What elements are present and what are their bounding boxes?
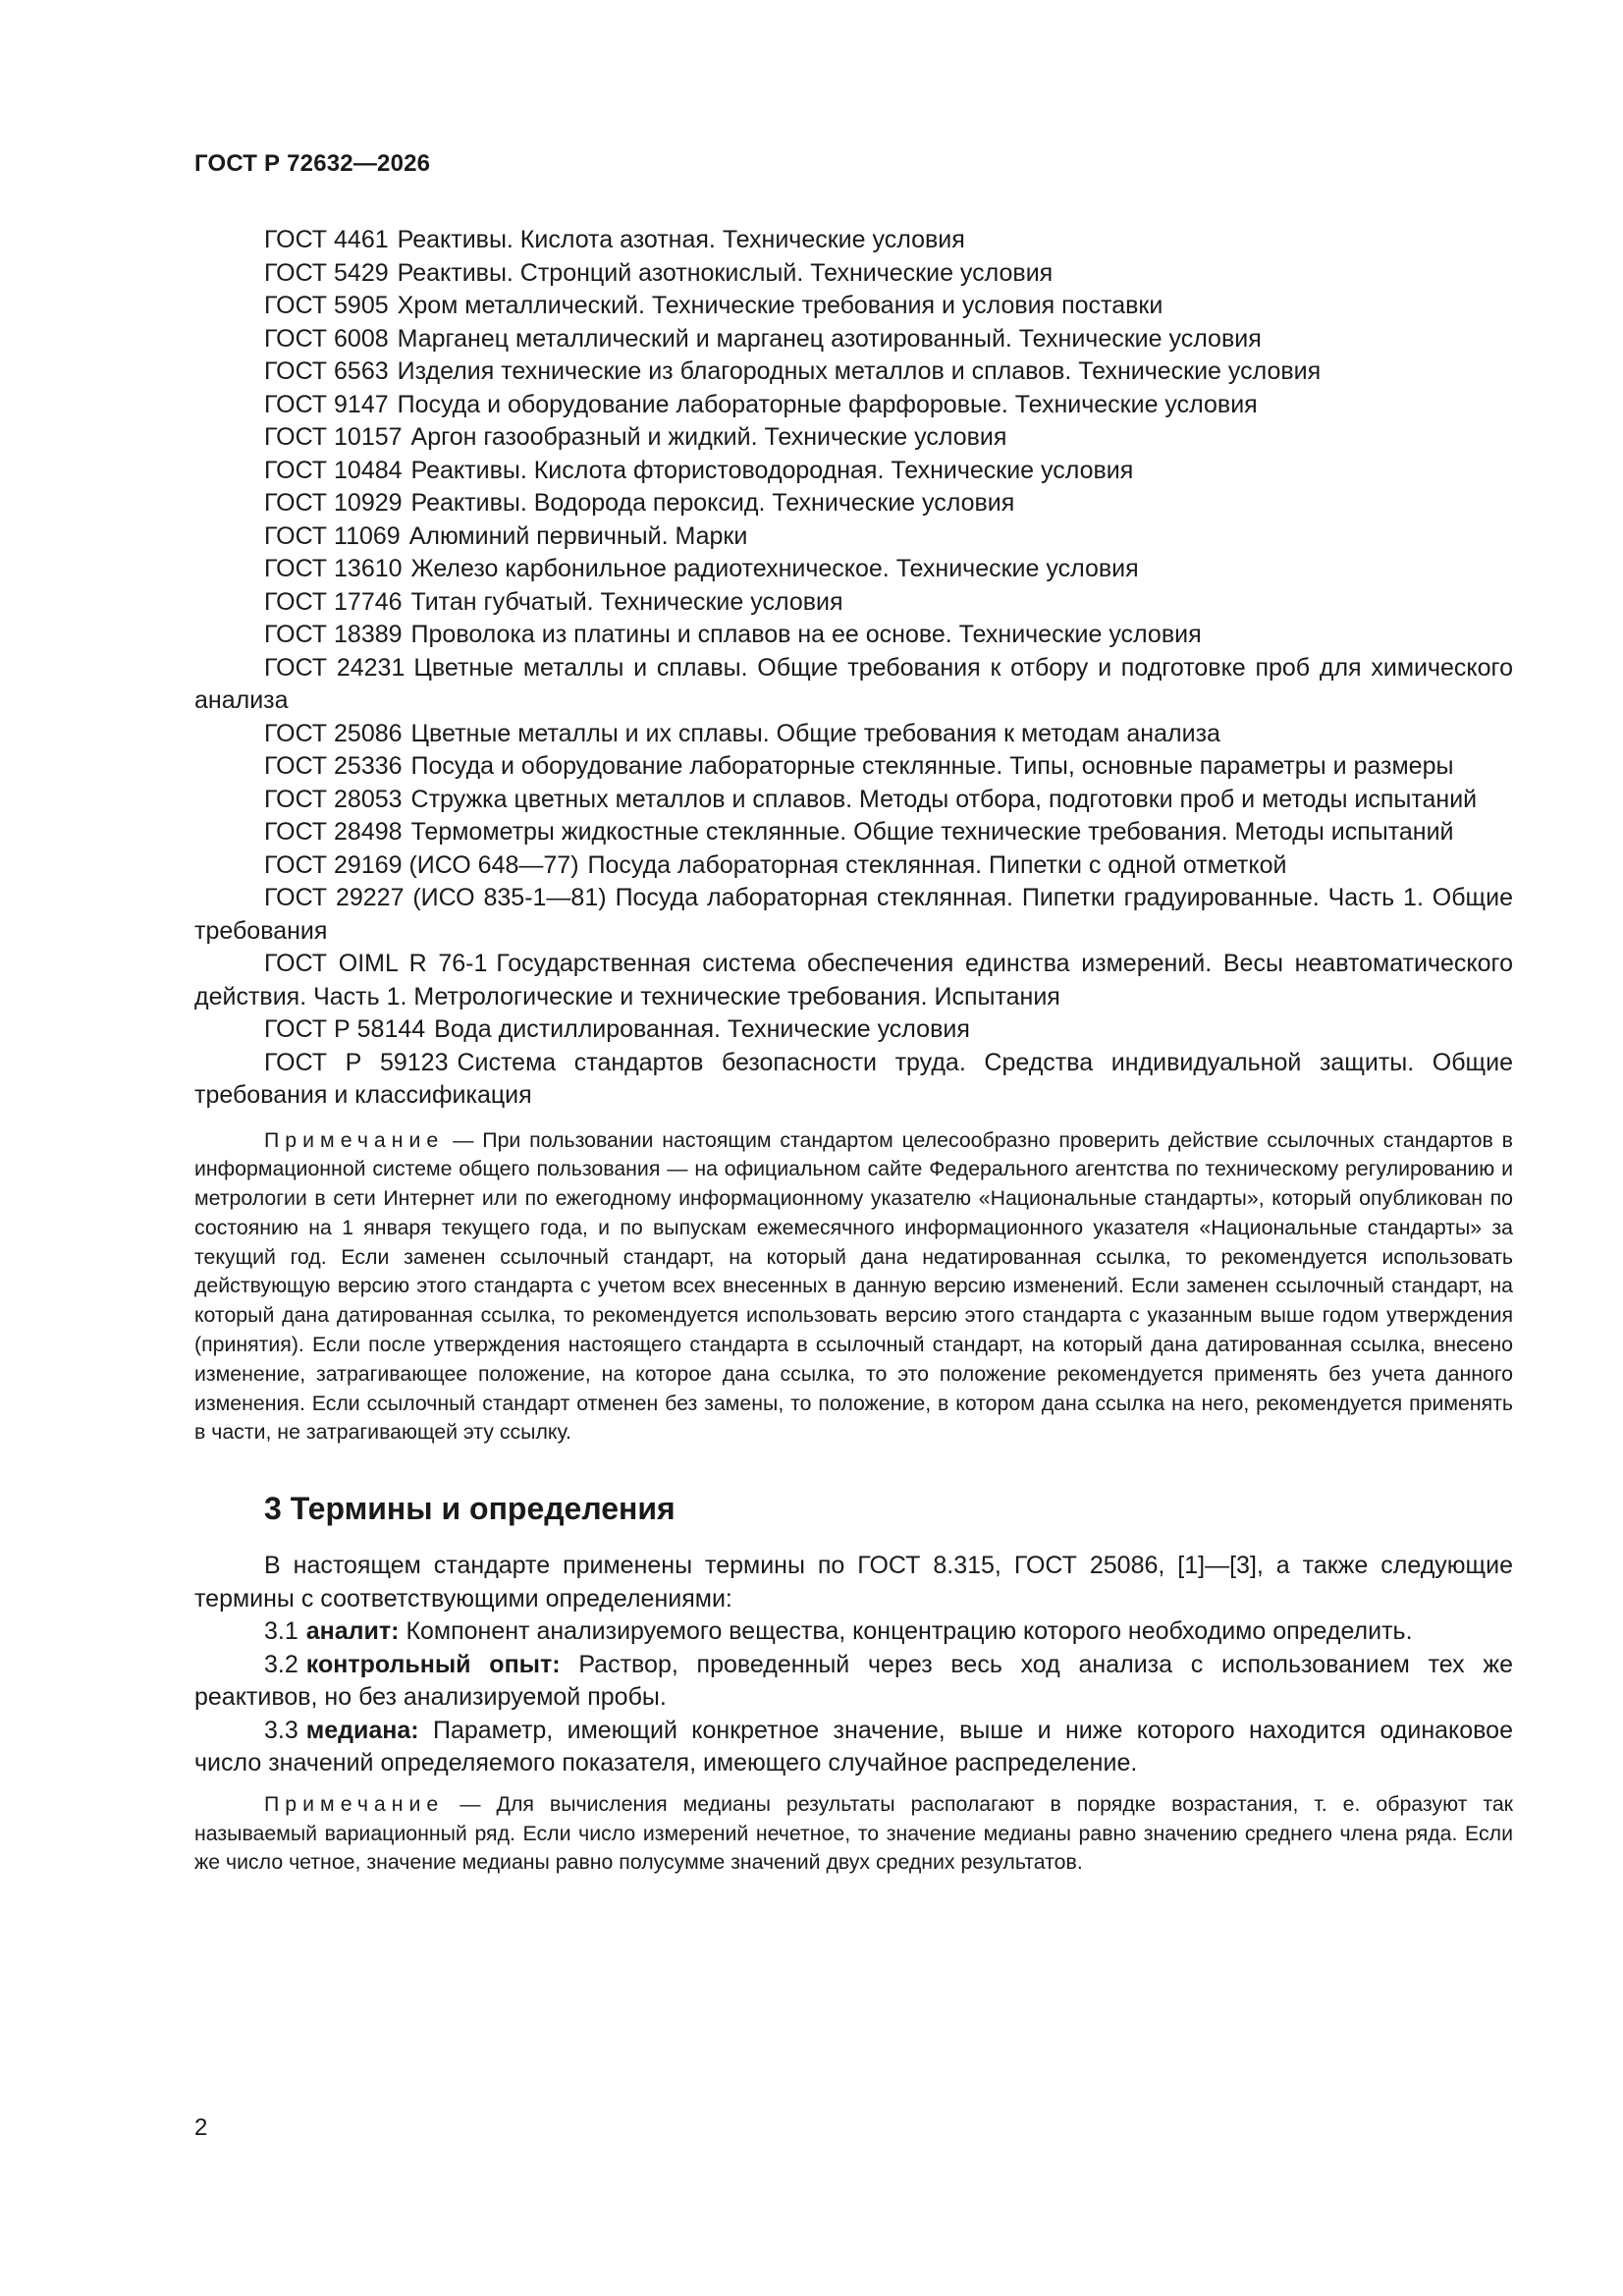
- reference-title: Цветные металлы и их сплавы. Общие требования к методам анализа: [410, 719, 1220, 747]
- reference-code: ГОСТ OIML R 76-1: [264, 950, 488, 977]
- reference-code: ГОСТ 6008: [264, 324, 389, 353]
- reference-title: Алюминий первичный. Марки: [408, 521, 748, 550]
- term-name: аналит:: [305, 1617, 400, 1646]
- reference-code: ГОСТ 9147: [264, 390, 389, 418]
- reference-title: Вода дистиллированная. Технические условия: [434, 1015, 970, 1043]
- section-title: 3 Термины и определения: [264, 1491, 676, 1527]
- reference-title: Изделия технические из благородных металлов и сплавов. Технические условия: [397, 357, 1322, 385]
- reference-item: [194, 750, 1513, 784]
- reference-title: Посуда лабораторная стеклянная. Пипетки с одной отметкой: [587, 850, 1287, 879]
- reference-item: [194, 784, 1513, 817]
- reference-code: ГОСТ 10484: [264, 456, 403, 484]
- reference-title: Реактивы. Кислота азотная. Технические условия: [397, 226, 965, 253]
- reference-item: [194, 619, 1513, 652]
- reference-item: [194, 257, 1513, 291]
- term-name: контрольный опыт:: [305, 1650, 561, 1678]
- reference-code: ГОСТ 29169 (ИСО 648—77): [264, 850, 579, 879]
- reference-code: ГОСТ 25336: [264, 752, 403, 780]
- term-definition: Параметр, имеющий конкретное значение, выше и ниже которого находится одинаковое число значений определяемого показателя, имеющего случайное распределение.: [194, 1716, 1513, 1777]
- reference-title: Хром металлический. Технические требования и условия поставки: [397, 292, 1163, 319]
- reference-code: ГОСТ 6563: [264, 357, 389, 385]
- normative-references-list: [194, 224, 1513, 1113]
- reference-code: ГОСТ 24231: [264, 653, 406, 682]
- reference-item: [194, 455, 1513, 488]
- reference-title: Титан губчатый. Технические условия: [410, 587, 843, 616]
- reference-item: [194, 586, 1513, 620]
- reference-code: ГОСТ 4461: [264, 226, 389, 253]
- reference-item: [194, 652, 1513, 718]
- reference-title: Система стандартов безопасности труда. Средства индивидуальной защиты. Общие требования и классификация: [194, 1048, 1513, 1109]
- reference-code: ГОСТ 10929: [264, 489, 403, 517]
- reference-code: ГОСТ 28498: [264, 818, 403, 846]
- reference-code: ГОСТ 28053: [264, 785, 403, 813]
- page-content: [194, 224, 1513, 1878]
- note-label: Примечание: [264, 1791, 445, 1816]
- reference-code: ГОСТ 29227 (ИСО 835-1—81): [264, 884, 607, 911]
- term-entry: [194, 1715, 1513, 1780]
- term-definition: Компонент анализируемого вещества, концентрацию которого необходимо определить.: [399, 1617, 1413, 1646]
- reference-title: Аргон газообразный и жидкий. Технические условия: [410, 423, 1007, 451]
- references-note: [194, 1126, 1513, 1449]
- reference-code: ГОСТ Р 58144: [264, 1015, 426, 1043]
- reference-item: [194, 948, 1513, 1013]
- reference-item: [194, 520, 1513, 554]
- reference-item: [194, 1013, 1513, 1047]
- term-number: 3.3: [264, 1716, 298, 1744]
- reference-title: Реактивы. Водорода пероксид. Технические условия: [410, 489, 1015, 517]
- reference-item: [194, 882, 1513, 948]
- reference-title: Реактивы. Стронций азотнокислый. Технические условия: [397, 258, 1054, 287]
- reference-title: Посуда и оборудование лабораторные фарфоровые. Технические условия: [397, 390, 1258, 418]
- median-note: [194, 1790, 1513, 1878]
- note-text: — При пользовании настоящим стандартом целесообразно проверить действие ссылочных стандартов в информационной системе общего пользования — на официальном сайте Федерального агентства по техническому регулированию и метрологии в сети Интернет или по ежегодному информационному указателю «Национальные стандарты», который опубликован по состоянию на 1 января текущего года, и по выпускам ежемесячного информационного указателя «Национальные стандарты» за текущий год. Если заменен ссылочный стандарт, на который дана недатированная ссылка, то рекомендуется использовать действующую версию этого стандарта с учетом всех внесенных в данную версию изменений. Если заменен ссылочный стандарт, на который дана датированная ссылка, то рекомендуется использовать версию этого стандарта с указанным выше годом утверждения (принятия). Если после утверждения настоящего стандарта в ссылочный стандарт, на который дана датированная ссылка, внесено изменение, затрагивающее положение, на которое дана ссылка, то это положение рекомендуется применять без учета данного изменения. Если ссылочный стандарт отменен без замены, то положение, в котором дана ссылка на него, рекомендуется применять в части, не затрагивающей эту ссылку.: [194, 1127, 1513, 1445]
- reference-code: ГОСТ 17746: [264, 587, 403, 616]
- reference-item: [194, 553, 1513, 586]
- term-entry: [194, 1649, 1513, 1715]
- term-number: 3.1: [264, 1617, 298, 1646]
- reference-title: Государственная система обеспечения единства измерений. Весы неавтоматического действия. Часть 1. Метрологические и технические требования. Испытания: [194, 950, 1513, 1011]
- section-intro: В настоящем стандарте применены термины по ГОСТ 8.315, ГОСТ 25086, [1]—[3], а также следующие термины с соответствующими определениями:: [194, 1552, 1513, 1613]
- reference-code: ГОСТ 13610: [264, 555, 403, 582]
- reference-code: ГОСТ 5905: [264, 292, 389, 319]
- reference-title: Стружка цветных металлов и сплавов. Методы отбора, подготовки проб и методы испытаний: [410, 785, 1478, 813]
- reference-code: ГОСТ 10157: [264, 423, 403, 451]
- term-name: медиана:: [305, 1716, 419, 1744]
- page-number: 2: [194, 2114, 208, 2141]
- reference-code: ГОСТ Р 59123: [264, 1048, 449, 1076]
- reference-item: [194, 1047, 1513, 1113]
- document-header: ГОСТ Р 72632—2026: [194, 150, 431, 177]
- reference-title: Посуда лабораторная стеклянная. Пипетки градуированные. Часть 1. Общие требования: [194, 884, 1513, 945]
- reference-code: ГОСТ 11069: [264, 521, 401, 550]
- note-label: Примечание: [264, 1127, 445, 1152]
- reference-item: [194, 224, 1513, 257]
- term-definition: Раствор, проведенный через весь ход анализа с использованием тех же реактивов, но без анализируемой пробы.: [194, 1650, 1513, 1712]
- reference-item: [194, 487, 1513, 520]
- reference-item: [194, 816, 1513, 849]
- reference-item: [194, 718, 1513, 751]
- reference-code: ГОСТ 25086: [264, 719, 403, 747]
- note-text: — Для вычисления медианы результаты располагают в порядке возрастания, т. е. образуют так называемый вариационный ряд. Если число измерений нечетное, то значение медианы равно значению среднего члена ряда. Если же число четное, значение медианы равно полусумме значений двух средних результатов.: [194, 1791, 1513, 1875]
- reference-title: Проволока из платины и сплавов на ее основе. Технические условия: [410, 621, 1202, 648]
- term-entry: [194, 1615, 1513, 1649]
- reference-item: [194, 849, 1513, 883]
- term-number: 3.2: [264, 1650, 298, 1678]
- reference-title: Цветные металлы и сплавы. Общие требования к отбору и подготовке проб для химического анализа: [194, 653, 1514, 714]
- reference-code: ГОСТ 5429: [264, 258, 389, 287]
- reference-item: [194, 290, 1513, 323]
- reference-item: [194, 389, 1513, 422]
- reference-title: Реактивы. Кислота фтористоводородная. Технические условия: [410, 456, 1134, 484]
- reference-code: ГОСТ 18389: [264, 621, 403, 648]
- reference-item: [194, 421, 1513, 455]
- reference-title: Марганец металлический и марганец азотированный. Технические условия: [397, 324, 1262, 353]
- reference-title: Посуда и оборудование лабораторные стеклянные. Типы, основные параметры и размеры: [410, 752, 1454, 780]
- reference-title: Железо карбонильное радиотехническое. Технические условия: [410, 555, 1139, 582]
- reference-title: Термометры жидкостные стеклянные. Общие технические требования. Методы испытаний: [410, 818, 1454, 846]
- reference-item: [194, 355, 1513, 389]
- reference-item: [194, 323, 1513, 356]
